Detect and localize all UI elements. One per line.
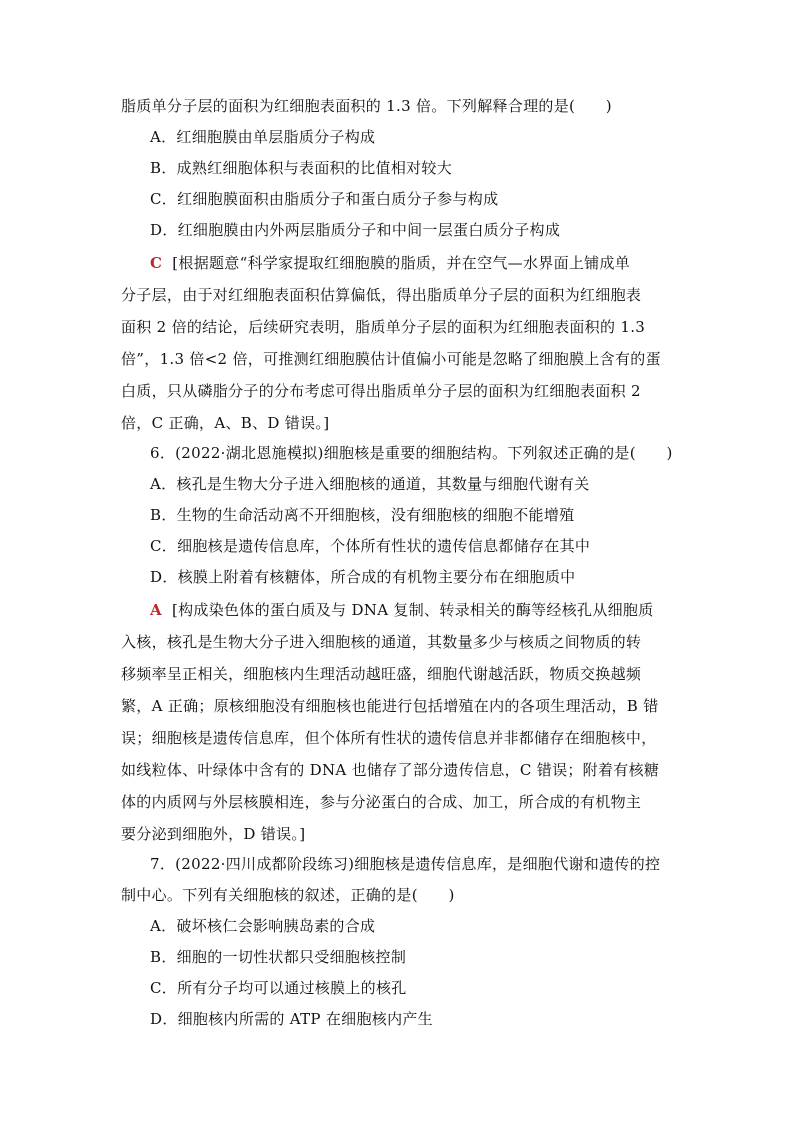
q6-explanation-line-8: 要分泌到细胞外，D 错误。]	[121, 825, 306, 843]
q6-explanation-line-4: 繁，A 正确；原核细胞没有细胞核也能进行包括增殖在内的各项生理活动，B 错	[121, 697, 659, 715]
q6-explanation-line-6: 如线粒体、叶绿体中含有的 DNA 也储存了部分遗传信息，C 错误；附着有核糖	[121, 761, 660, 779]
q5-option-a: A．红细胞膜由单层脂质分子构成	[150, 128, 376, 146]
q7-option-d: D．细胞核内所需的 ATP 在细胞核内产生	[150, 1010, 433, 1028]
q5-option-b: B．成熟红细胞体积与表面积的比值相对较大	[150, 159, 453, 177]
q5-explanation-line-1: C [根据题意“科学家提取红细胞膜的脂质，并在空气—水界面上铺成单	[150, 254, 631, 272]
q6-option-d: D．核膜上附着有核糖体，所合成的有机物主要分布在细胞质中	[150, 568, 576, 586]
q5-explanation-line-5: 白质，只从磷脂分子的分布考虑可得出脂质单分子层的面积为红细胞表面积 2	[121, 382, 641, 400]
q6-explanation-line-7: 体的内质网与外层核膜相连，参与分泌蛋白的合成、加工，所合成的有机物主	[121, 793, 642, 811]
q6-option-a: A．核孔是生物大分子进入细胞核的通道，其数量与细胞代谢有关	[150, 475, 590, 493]
q7-option-b: B．细胞的一切性状都只受细胞核控制	[150, 948, 407, 966]
q7-stem-line-2: 制中心。下列有关细胞核的叙述，正确的是( )	[121, 886, 455, 904]
q6-explanation-line-3: 移频率呈正相关，细胞核内生理活动越旺盛，细胞代谢越活跃，物质交换越频	[121, 665, 642, 683]
q5-explanation-line-6: 倍，C 正确，A、B、D 错误。]	[121, 414, 330, 432]
q6-explanation-line-1: A [构成染色体的蛋白质及与 DNA 复制、转录相关的酶等经核孔从细胞质	[150, 601, 654, 619]
q5-explanation-line-4: 倍”，1.3 倍<2 倍，可推测红细胞膜估计值偏小可能是忽略了细胞膜上含有的蛋	[121, 350, 661, 368]
q5-option-d: D．红细胞膜由内外两层脂质分子和中间一层蛋白质分子构成	[150, 221, 561, 239]
q5-explanation-line-3: 面积 2 倍的结论，后续研究表明，脂质单分子层的面积为红细胞表面积的 1.3	[121, 318, 646, 336]
q6-option-b: B．生物的生命活动离不开细胞核，没有细胞核的细胞不能增殖	[150, 506, 575, 524]
q6-explanation-line-2: 入核，核孔是生物大分子进入细胞核的通道，其数量多少与核质之间物质的转	[121, 633, 642, 651]
q5-stem-tail: 脂质单分子层的面积为红细胞表面积的 1.3 倍。下列解释合理的是( )	[121, 97, 612, 115]
q6-explanation-line-5: 误；细胞核是遗传信息库，但个体所有性状的遗传信息并非都储存在细胞核中，	[121, 729, 657, 747]
q5-answer: C	[150, 254, 163, 272]
q6-answer: A	[150, 601, 162, 619]
q5-explanation-line-2: 分子层，由于对红细胞表面积估算偏低，得出脂质单分子层的面积为红细胞表	[121, 286, 642, 304]
q5-option-c: C．红细胞膜面积由脂质分子和蛋白质分子参与构成	[150, 190, 499, 208]
q7-stem-line-1: 7．(2022·四川成都阶段练习)细胞核是遗传信息库，是细胞代谢和遗传的控	[150, 855, 661, 873]
q6-stem: 6．(2022·湖北恩施模拟)细胞核是重要的细胞结构。下列叙述正确的是( )	[150, 444, 673, 462]
q7-option-a: A．破坏核仁会影响胰岛素的合成	[150, 917, 376, 935]
q6-option-c: C．细胞核是遗传信息库，个体所有性状的遗传信息都储存在其中	[150, 537, 591, 555]
q7-option-c: C．所有分子均可以通过核膜上的核孔	[150, 979, 407, 997]
